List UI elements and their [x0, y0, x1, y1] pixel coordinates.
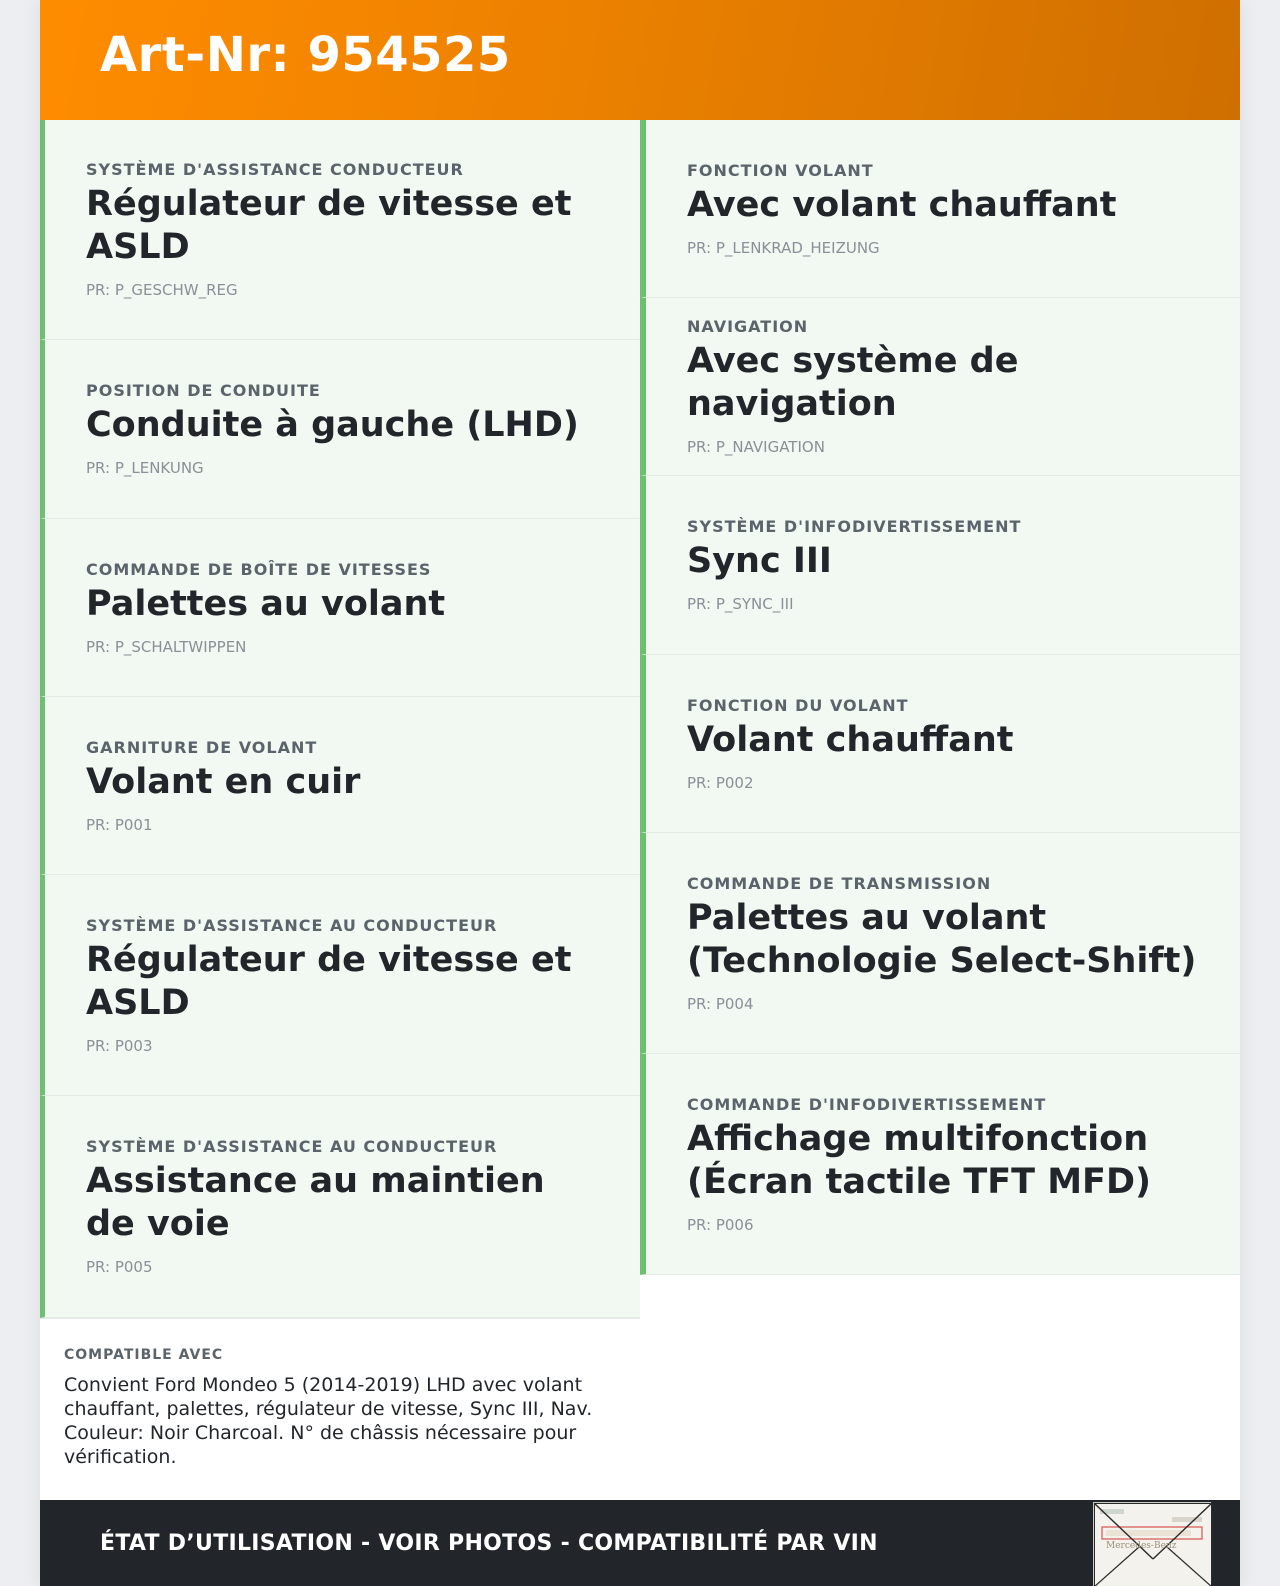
- feature-category: FONCTION DU VOLANT: [687, 695, 909, 715]
- feature-pr-code: PR: P005: [86, 1258, 153, 1276]
- left-column: [40, 120, 640, 1500]
- feature-pr-code: PR: P_SYNC_III: [687, 595, 794, 613]
- registration-document-photo-icon[interactable]: [1093, 1502, 1211, 1586]
- feature-title: Assistance au maintien de voie: [86, 1161, 545, 1244]
- feature-category: SYSTÈME D'ASSISTANCE AU CONDUCTEUR: [86, 915, 498, 935]
- feature-card: [40, 519, 640, 697]
- feature-category: COMMANDE DE TRANSMISSION: [687, 873, 992, 893]
- header-banner: [40, 0, 1240, 120]
- feature-title: Conduite à gauche (LHD): [86, 405, 579, 445]
- compatibility-label: COMPATIBLE AVEC: [64, 1347, 224, 1363]
- feature-card: [40, 120, 640, 340]
- feature-title: Palettes au volant: [86, 583, 446, 624]
- feature-pr-code: PR: P_LENKUNG: [86, 459, 204, 477]
- feature-title: Avec système de navigation: [687, 341, 1019, 424]
- feature-title: Avec volant chauffant: [687, 184, 1117, 225]
- feature-category: NAVIGATION: [687, 317, 809, 336]
- feature-card: [640, 298, 1240, 476]
- article-number-title: Art-Nr: 954525: [100, 27, 511, 83]
- feature-card: [640, 476, 1240, 655]
- feature-category: FONCTION VOLANT: [687, 160, 874, 180]
- feature-pr-code: PR: P_GESCHW_REG: [86, 281, 238, 299]
- right-column: [640, 120, 1240, 1500]
- footer-condition-text: ÉTAT D’UTILISATION - VOIR PHOTOS - COMPATIBILITÉ PAR VIN: [100, 1530, 878, 1556]
- compatibility-text: Convient Ford Mondeo 5 (2014-2019) LHD avec volant chauffant, palettes, régulateur de vitesse, Sync III, Nav. Couleur: Noir Charcoal. N° de châssis nécessaire pour vérification.: [64, 1374, 593, 1468]
- feature-card: [40, 697, 640, 875]
- feature-title: Volant chauffant: [687, 719, 1014, 760]
- feature-category: SYSTÈME D'ASSISTANCE CONDUCTEUR: [86, 160, 464, 179]
- compatibility-section: [40, 1318, 640, 1469]
- feature-card: [640, 655, 1240, 833]
- feature-pr-code: PR: P_LENKRAD_HEIZUNG: [687, 238, 880, 257]
- feature-card: [640, 1054, 1240, 1275]
- feature-card: [40, 875, 640, 1096]
- feature-title: Volant en cuir: [86, 761, 361, 802]
- feature-category: COMMANDE DE BOÎTE DE VITESSES: [86, 559, 432, 579]
- feature-card: [640, 833, 1240, 1054]
- feature-card: [40, 1096, 640, 1318]
- feature-category: COMMANDE D'INFODIVERTISSEMENT: [687, 1094, 1047, 1114]
- feature-pr-code: PR: P_SCHALTWIPPEN: [86, 637, 247, 656]
- feature-pr-code: PR: P001: [86, 815, 153, 834]
- feature-category: POSITION DE CONDUITE: [86, 381, 321, 400]
- feature-card: [640, 120, 1240, 298]
- feature-title: Palettes au volant (Technologie Select-Shift): [687, 897, 1197, 981]
- thumbnail-label: Mercedes-Benz: [1106, 1541, 1177, 1551]
- feature-category: GARNITURE DE VOLANT: [86, 737, 318, 757]
- feature-category: SYSTÈME D'ASSISTANCE AU CONDUCTEUR: [86, 1137, 498, 1156]
- feature-pr-code: PR: P004: [687, 994, 754, 1013]
- feature-title: Régulateur de vitesse et ASLD: [86, 939, 572, 1023]
- feature-title: Régulateur de vitesse et ASLD: [86, 184, 572, 267]
- feature-pr-code: PR: P002: [687, 773, 754, 792]
- footer-bar: [40, 1500, 1240, 1586]
- feature-title: Sync III: [687, 541, 832, 581]
- feature-category: SYSTÈME D'INFODIVERTISSEMENT: [687, 517, 1022, 536]
- spec-sheet: [40, 0, 1240, 1586]
- feature-pr-code: PR: P_NAVIGATION: [687, 438, 825, 456]
- feature-pr-code: PR: P006: [687, 1215, 754, 1234]
- feature-pr-code: PR: P003: [86, 1036, 153, 1055]
- feature-grid: [40, 120, 1240, 1500]
- feature-card: [40, 340, 640, 519]
- feature-title: Affichage multifonction (Écran tactile TFT MFD): [687, 1118, 1152, 1202]
